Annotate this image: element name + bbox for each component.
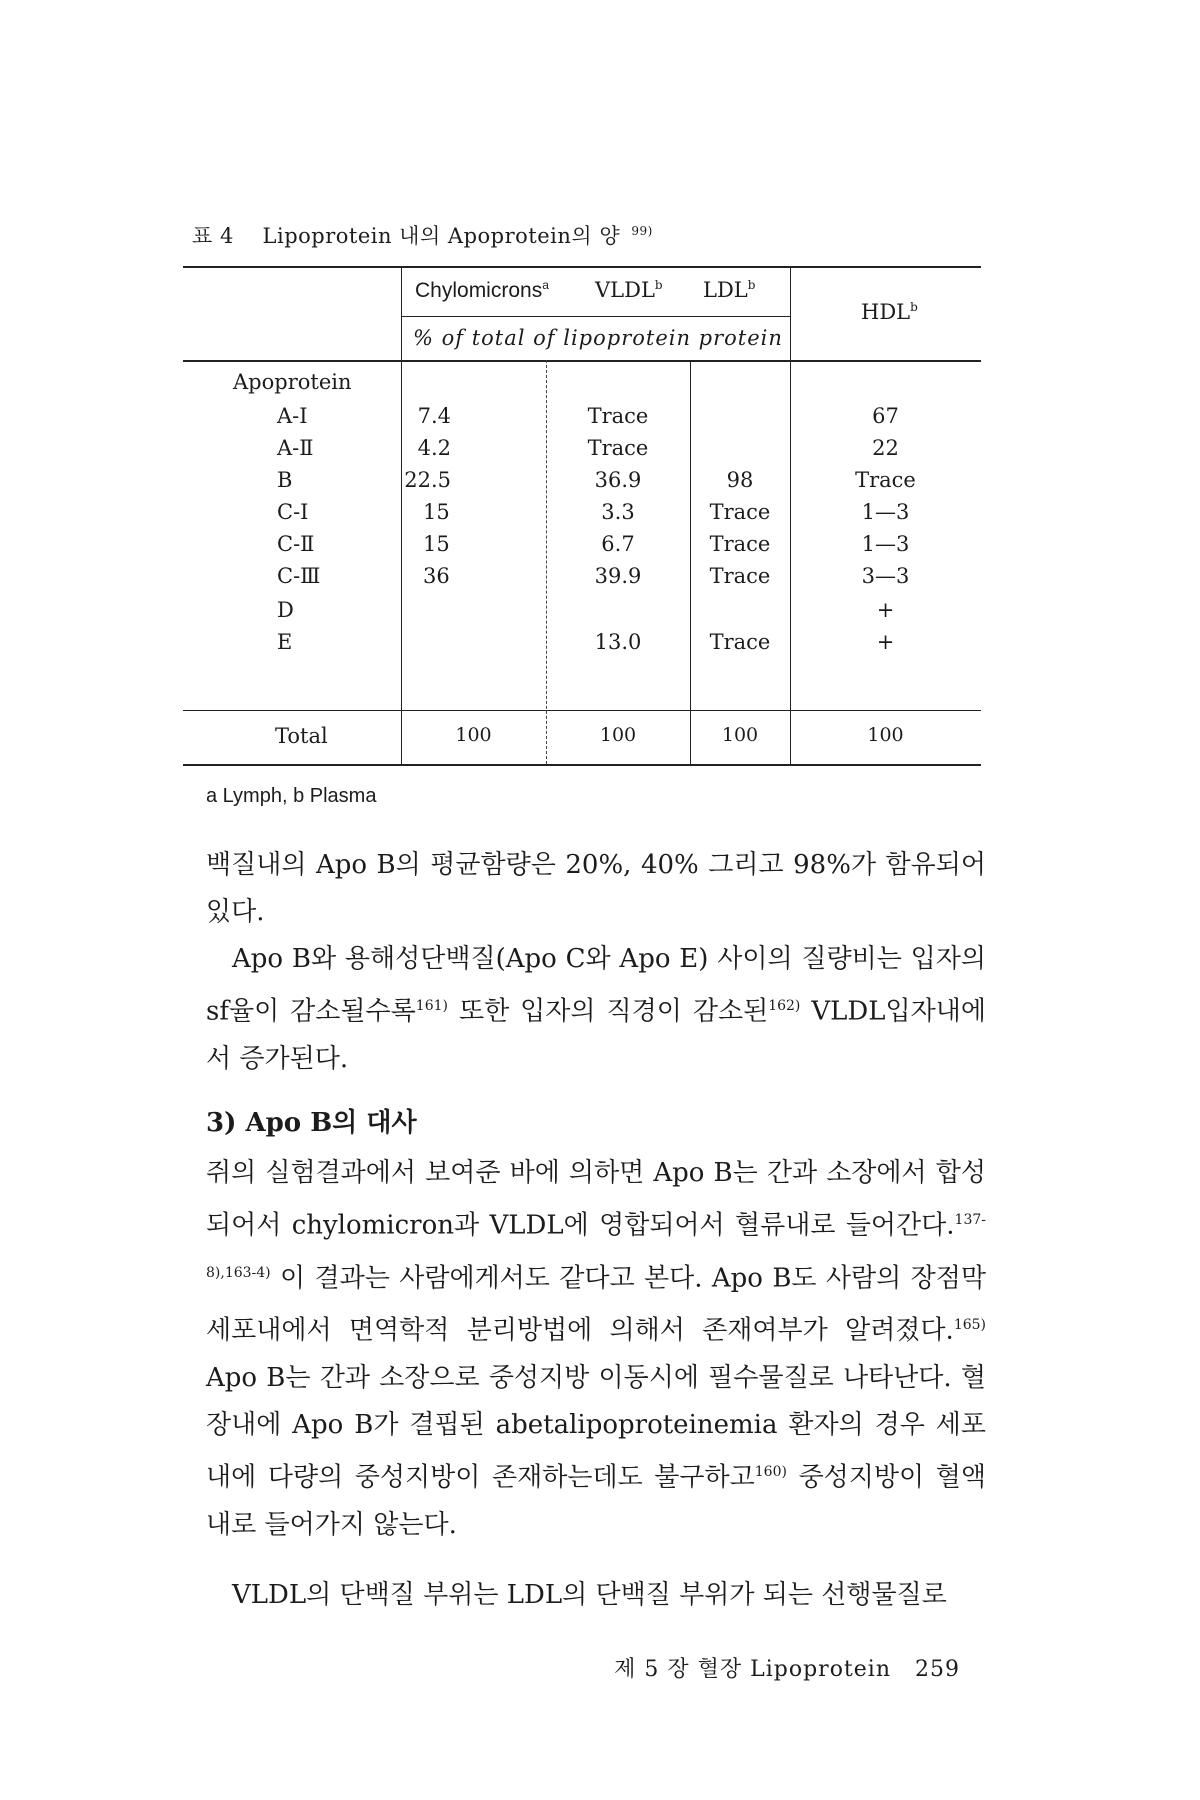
cell-vldl: 6.7 (601, 532, 635, 556)
cell-ldl: Trace (709, 630, 771, 654)
row-name: A-Ⅰ (277, 404, 308, 428)
table-bottom-rule (183, 764, 981, 766)
cell-vldl: Trace (587, 404, 649, 428)
citation-ref: 165) (953, 1317, 986, 1334)
paragraph-1: 백질내의 Apo B의 평균함량은 20%, 40% 그리고 98%가 함유되어 있다. (206, 850, 986, 927)
header-subheader: % of total of lipoprotein protein (413, 326, 783, 350)
cell-hdl: + (876, 630, 895, 654)
cell-hdl: 22 (872, 436, 899, 460)
cell-vldl: 3.3 (601, 500, 635, 524)
citation-ref: 161) (415, 998, 448, 1014)
apoprotein-table (183, 266, 981, 766)
row-name: C-Ⅲ (277, 564, 321, 588)
cell-hdl: + (876, 598, 895, 622)
table-caption (192, 220, 653, 250)
table-caption-text: Lipoprotein 내의 Apoprotein의 양 (262, 224, 621, 248)
cell-chylo: 7.4 (417, 404, 451, 428)
page-footer (614, 1652, 960, 1683)
chapter-title: 제 5 장 혈장 Lipoprotein (614, 1657, 892, 1682)
cell-vldl: 13.0 (594, 630, 642, 654)
cell-vldl: 36.9 (594, 468, 642, 492)
citation-ref: 162) (768, 998, 801, 1014)
header-vldl: VLDL$^b$ (595, 278, 663, 302)
cell-ldl: Trace (709, 564, 771, 588)
cell-hdl: 3—3 (861, 564, 910, 588)
total-ldl: 100 (721, 724, 759, 746)
cell-chylo: 36 (423, 564, 450, 588)
header-hdl: HDL$^b$ (861, 300, 918, 324)
total-vldl: 100 (599, 724, 637, 746)
table-col-rule-3 (690, 360, 691, 764)
section-heading: 3) Apo B의 대사 (206, 1108, 417, 1138)
cell-ldl: Trace (709, 532, 771, 556)
table-footnote: a Lymph, b Plasma (206, 785, 377, 807)
citation-ref: 137-8),163-4) (206, 1212, 986, 1281)
cell-chylo: 4.2 (417, 436, 451, 460)
citation-ref: 160) (754, 1463, 787, 1480)
cell-ldl: Trace (709, 500, 771, 524)
row-name: C-Ⅰ (277, 500, 309, 524)
header-ldl: LDL$^b$ (703, 278, 756, 302)
total-chylo: 100 (455, 724, 492, 746)
cell-chylo: 15 (423, 532, 450, 556)
row-name: C-Ⅱ (277, 532, 315, 556)
table-top-rule (183, 266, 981, 268)
cell-hdl: 1—3 (861, 500, 910, 524)
table-caption-label: 표 4 (192, 224, 234, 248)
table-header-mid-rule (401, 316, 790, 317)
table-col-rule-1 (401, 266, 402, 764)
cell-ldl: 98 (726, 468, 754, 492)
paragraph-2: Apo B와 용해성단백질(Apo C와 Apo E) 사이의 질량비는 입자의 sf율이 감소될수록$^{161)}$ 또한 입자의 직경이 감소된$^{162)}$ VLDL입자내에서 증가된다. (206, 944, 986, 1074)
cell-chylo: 22.5 (404, 468, 451, 492)
paragraph-4: VLDL의 단백질 부위는 LDL의 단백질 부위가 되는 선행물질로 (232, 1580, 947, 1610)
cell-hdl: 1—3 (861, 532, 910, 556)
header-chylomicrons: Chylomicrons$^a$ (415, 278, 549, 302)
cell-hdl: 67 (872, 404, 899, 428)
table-caption-ref: 99) (631, 224, 653, 238)
row-group-label: Apoprotein (233, 370, 352, 394)
table-header-rule (183, 360, 981, 362)
table-total-rule (183, 710, 981, 711)
total-label: Total (275, 724, 328, 748)
cell-vldl: Trace (587, 436, 649, 460)
total-hdl: 100 (867, 724, 904, 746)
paragraph-3: 쥐의 실험결과에서 보여준 바에 의하면 Apo B는 간과 소장에서 합성되어서 chylomicron과 VLDL에 영합되어서 혈류내로 들어간다.$^{137-8),163-4)}$ 이 결과는 사람에게서도 같다고 본다. Apo B도 사람의 장점막세포내에서 면역학적 분리방법에 의해서 존재여부가 알려졌다.$^{165)}$ Apo B는 간과 소장으로 중성지방 이동시에 필수물질로 나타난다. 혈장내에 Apo B가 결핍된 abetalipoproteinemia 환자의 경우 세포내에 다량의 중성지방이 존재하는데도 불구하고$^{160)}$ 중성지방이 혈액내로 들어가지 않는다. (206, 1158, 986, 1540)
row-name: B (277, 468, 293, 492)
row-name: A-Ⅱ (277, 436, 314, 460)
row-name: E (277, 630, 293, 654)
cell-hdl: Trace (855, 468, 916, 492)
cell-chylo: 15 (423, 500, 450, 524)
row-name: D (277, 598, 294, 622)
page-number: 259 (915, 1657, 960, 1682)
cell-vldl: 39.9 (594, 564, 642, 588)
